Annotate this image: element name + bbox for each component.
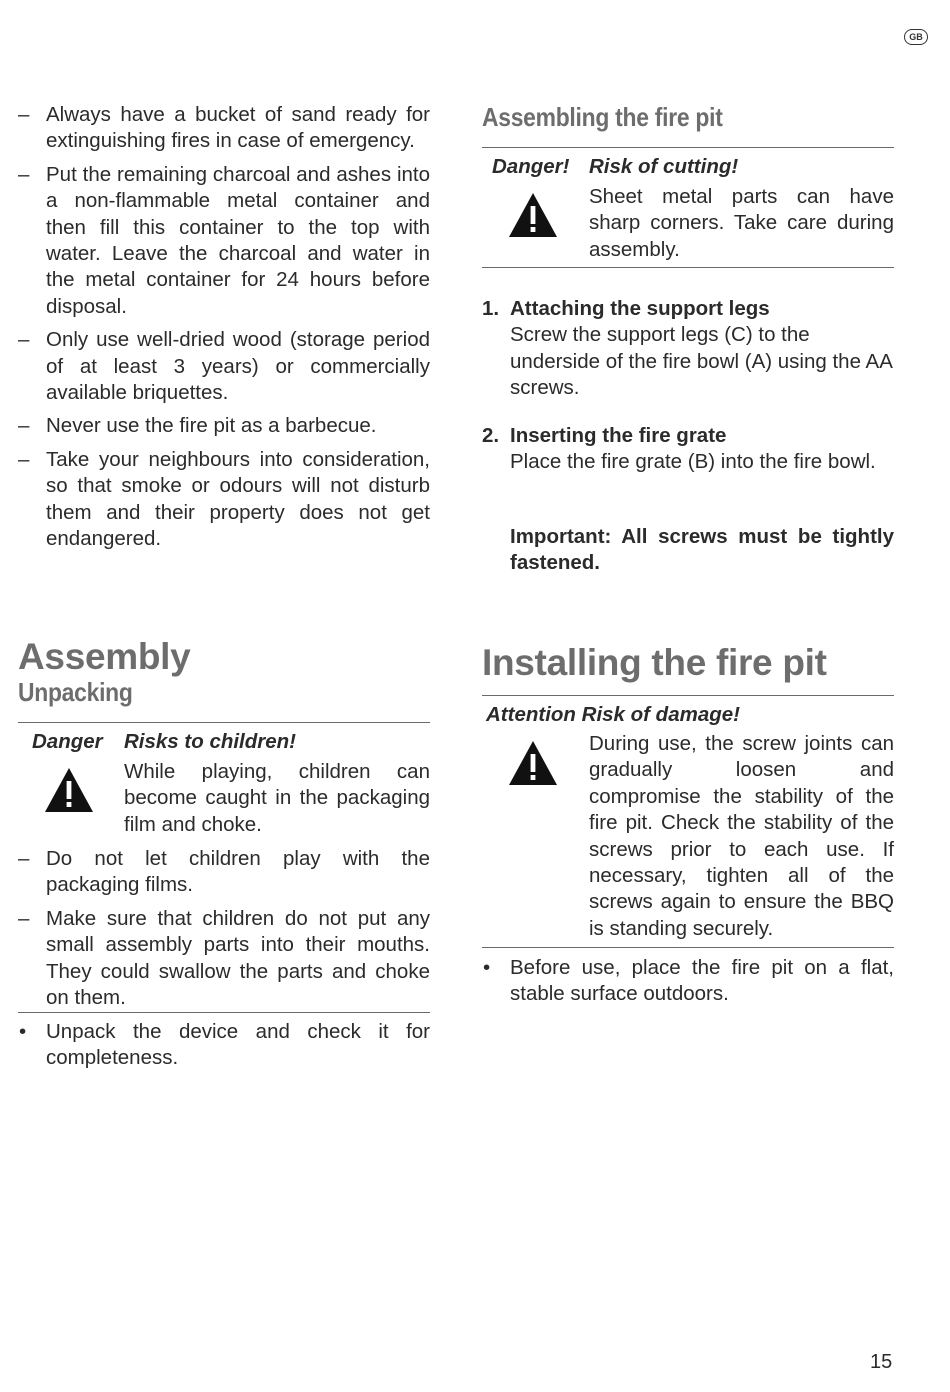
warning-text: Sheet metal parts can have sharp corners. Take care during assembly. (589, 185, 894, 261)
divider (482, 947, 894, 948)
unpack-bullet-list (18, 1019, 430, 1079)
list-item: – Always have a bucket of sand ready for extinguishing fires in case of emergency. (18, 102, 430, 155)
install-bullet-list (482, 955, 894, 1015)
step-text: Screw the support legs (C) to the underside of the fire bowl (A) using the AA screws. (510, 323, 892, 400)
danger-label: Danger (32, 730, 103, 753)
list-item: – Take your neighbours into consideration, so that smoke or odours will not disturb them and their property does not get endangered. (18, 447, 430, 553)
divider (482, 695, 894, 696)
divider (482, 267, 894, 268)
step-item (482, 296, 894, 402)
page-number: 15 (870, 1351, 893, 1373)
divider (18, 722, 430, 723)
list-item: – Do not let children play with the packaging films. (18, 846, 430, 899)
warning-text: During use, the screw joints can gradually loosen and compromise the stability of the fire pit. Check the stability of the screws prior to each use. If necessary, tighten all of the screws again to ensure the BBQ is standing securely. (589, 732, 894, 940)
warning-triangle-icon (44, 767, 94, 813)
step-title: Attaching the support legs (510, 297, 770, 320)
warning-triangle-icon (508, 740, 558, 786)
installing-heading: Installing the fire pit (482, 642, 827, 683)
step-item (482, 423, 894, 476)
step-title: Inserting the fire grate (510, 424, 727, 447)
important-note: Important: All screws must be tightly fastened. (510, 525, 894, 575)
assembling-heading: Assembling the fire pit (482, 102, 723, 132)
step-number: 2. (482, 424, 500, 447)
list-item: • Unpack the device and check it for completeness. (18, 1019, 430, 1072)
warning-text: While playing, children can become caught in the packaging film and choke. (124, 760, 430, 836)
assembly-heading: Assembly (18, 636, 191, 677)
list-item: – Only use well-dried wood (storage period of at least 3 years) or commercially available briquettes. (18, 327, 430, 406)
divider (482, 147, 894, 148)
danger-label: Danger! (492, 155, 570, 178)
step-text: Place the fire grate (B) into the fire bowl. (510, 450, 876, 474)
list-item: – Make sure that children do not put any small assembly parts into their mouths. They could swallow the parts and choke on them. (18, 906, 430, 1012)
list-item: • Before use, place the fire pit on a flat, stable surface outdoors. (482, 955, 894, 1008)
warning-heading: Attention Risk of damage! (486, 703, 740, 726)
children-precautions-list (18, 846, 430, 1018)
warning-triangle-icon (508, 192, 558, 238)
warning-heading: Risk of cutting! (589, 155, 739, 178)
divider (18, 1012, 430, 1013)
safety-list (18, 102, 430, 560)
warning-heading: Risks to children! (124, 730, 297, 753)
unpacking-subheading: Unpacking (18, 677, 133, 707)
list-item: – Never use the fire pit as a barbecue. (18, 413, 430, 439)
country-badge: GB (904, 29, 928, 45)
list-item: – Put the remaining charcoal and ashes into a non-flammable metal container and then fill this container to the top with water. Leave the charcoal and water in the metal container for 24 hours before disposal. (18, 162, 430, 320)
step-number: 1. (482, 297, 500, 320)
